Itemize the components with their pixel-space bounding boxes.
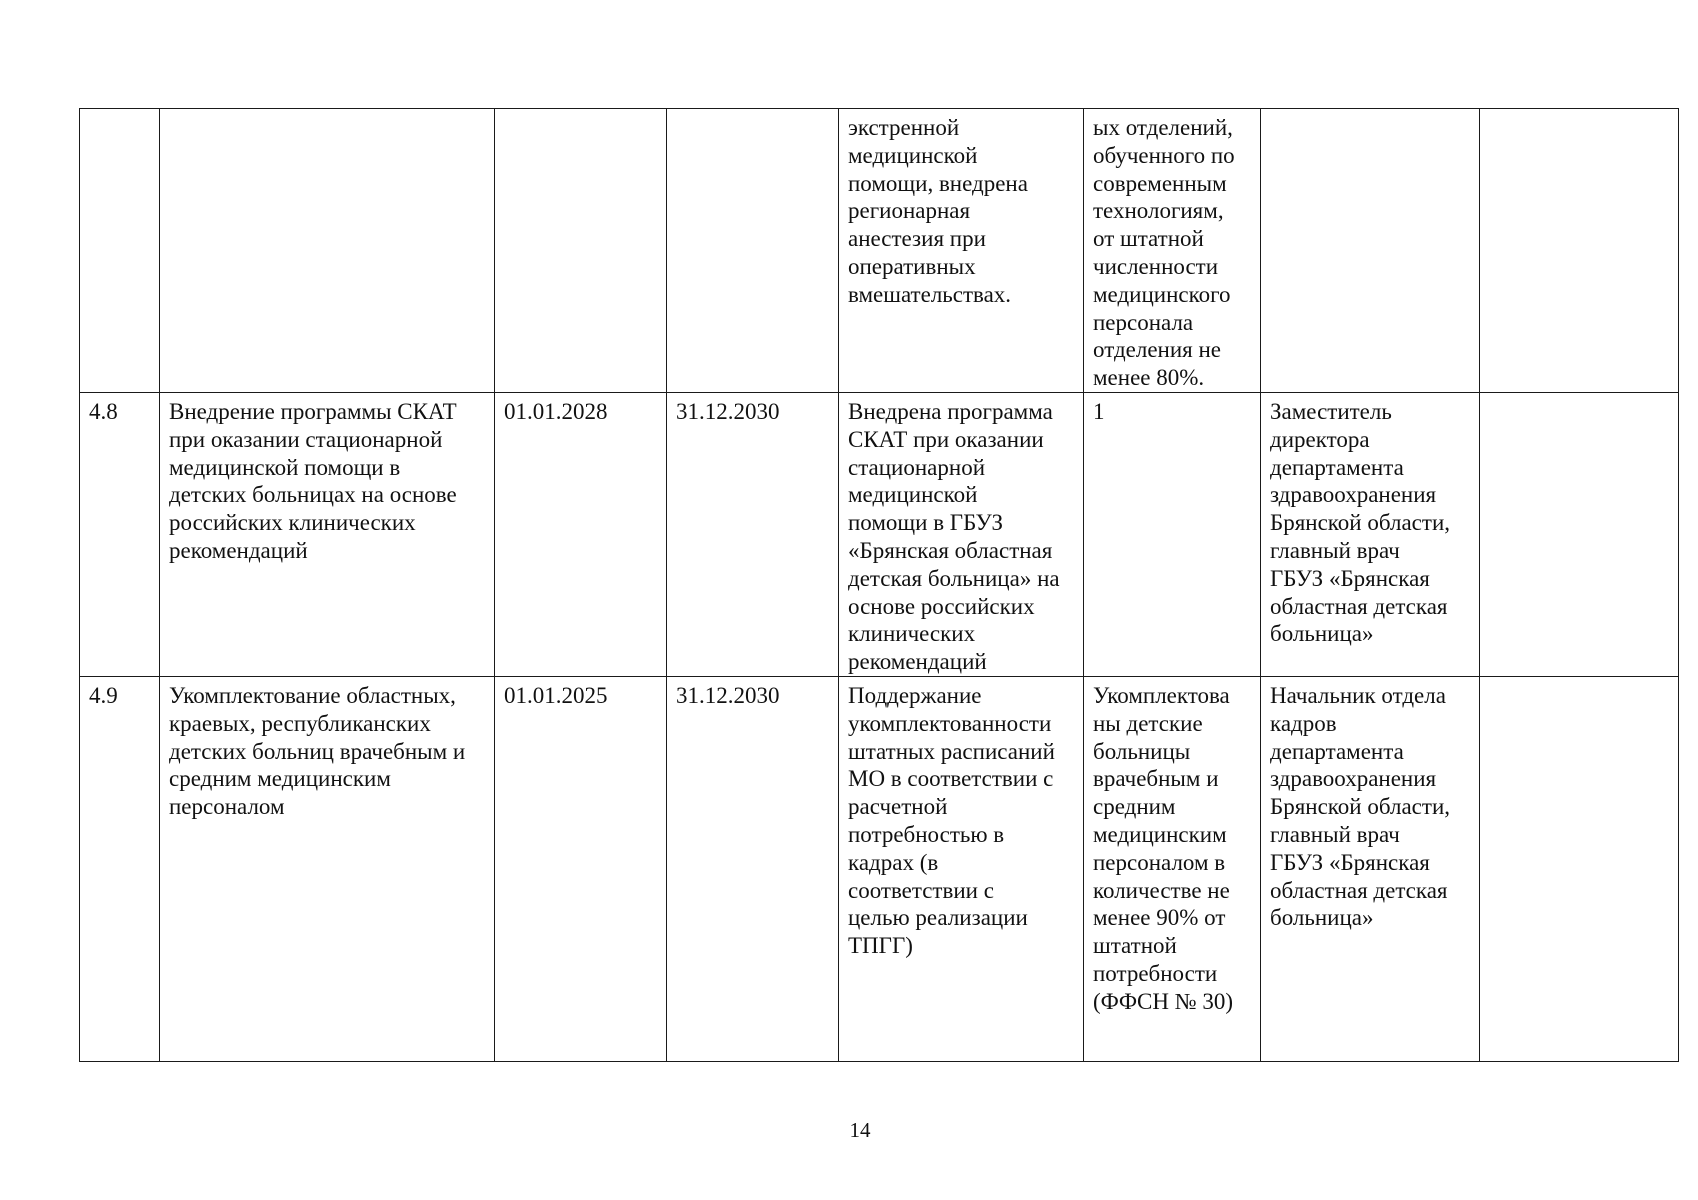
cell-event-name: [160, 109, 495, 393]
table-row: [80, 109, 1679, 393]
cell-event-name: Внедрение программы СКАТ при оказании стационарной медицинской помощи в детских больницах на основе российских клинических рекомендаций: [160, 392, 495, 676]
cell-responsible: [1261, 109, 1480, 393]
cell-note: [1480, 109, 1679, 393]
cell-responsible: Заместитель директора департамента здравоохранения Брянской области, главный врач ГБУЗ «Брянская областная детская больница»: [1261, 392, 1480, 676]
cell-expected-result: Поддержание укомплектованности штатных расписаний МО в соответствии с расчетной потребностью в кадрах (в соответствии с целью реализации ТПГГ): [839, 676, 1084, 1061]
cell-start-date: 01.01.2028: [495, 392, 667, 676]
cell-note: [1480, 676, 1679, 1061]
cell-responsible: Начальник отдела кадров департамента здравоохранения Брянской области, главный врач ГБУЗ «Брянская областная детская больница»: [1261, 676, 1480, 1061]
cell-indicator: Укомплектова ны детские больницы врачебным и средним медицинским персоналом в количестве не менее 90% от штатной потребности (ФФСН № 30): [1084, 676, 1261, 1061]
cell-number: [80, 109, 160, 393]
cell-number: 4.8: [80, 392, 160, 676]
cell-end-date: 31.12.2030: [667, 392, 839, 676]
cell-indicator: ых отделений, обученного по современным технологиям, от штатной численности медицинского персонала отделения не менее 80%.: [1084, 109, 1261, 393]
plan-table: [79, 108, 1679, 1062]
cell-note: [1480, 392, 1679, 676]
cell-end-date: [667, 109, 839, 393]
cell-start-date: [495, 109, 667, 393]
cell-expected-result: Внедрена программа СКАТ при оказании стационарной медицинской помощи в ГБУЗ «Брянская областная детская больница» на основе российских клинических рекомендаций: [839, 392, 1084, 676]
table-row: [80, 392, 1679, 676]
cell-end-date: 31.12.2030: [667, 676, 839, 1061]
cell-number: 4.9: [80, 676, 160, 1061]
page-number: 14: [849, 1118, 871, 1142]
cell-expected-result: экстренной медицинской помощи, внедрена регионарная анестезия при оперативных вмешательствах.: [839, 109, 1084, 393]
cell-event-name: Укомплектование областных, краевых, республиканских детских больниц врачебным и средним медицинским персоналом: [160, 676, 495, 1061]
cell-indicator: 1: [1084, 392, 1261, 676]
cell-start-date: 01.01.2025: [495, 676, 667, 1061]
table-row: [80, 676, 1679, 1061]
